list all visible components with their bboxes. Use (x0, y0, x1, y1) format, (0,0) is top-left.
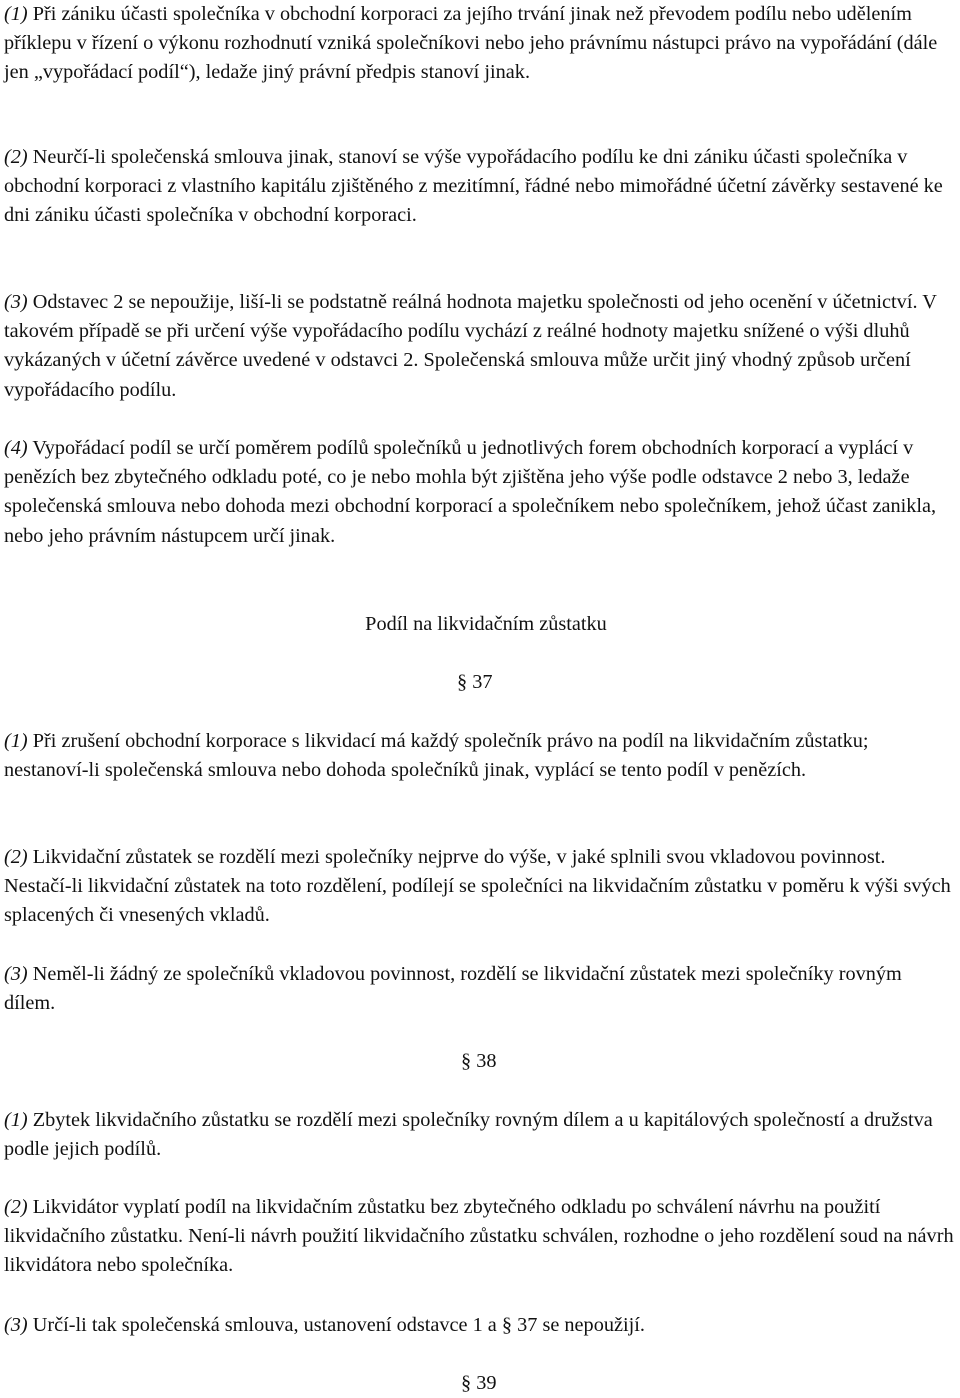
section-number-37: § 37 (457, 671, 493, 693)
section-heading: Podíl na likvidačním zůstatku (365, 613, 607, 635)
paragraph-a3 (4, 288, 958, 405)
section-number-39: § 39 (461, 1372, 497, 1394)
paragraph-text: Odstavec 2 se nepoužije, liší-li se podstatně reálná hodnota majetku společnosti od jeho ocenění v účetnictví. V takovém případě se při určení výše vypořádacího podílu vychází z reálné hodnoty majetku snížené o výši dluhů vykázaných v účetní závěrce uvedené v odstavci 2. Společenská smlouva může určit jiný vhodný způsob určení vypořádacího podílu. (4, 291, 937, 401)
paragraph-c2 (4, 1193, 958, 1281)
section-number-38: § 38 (461, 1050, 497, 1072)
paragraph-text: Neurčí-li společenská smlouva jinak, stanoví se výše vypořádacího podílu ke dni zániku účasti společníka v obchodní korporaci z vlastního kapitálu zjištěného z mezitímní, řádné nebo mimořádné účetní závěrky sestavené ke dni zániku účasti společníka v obchodní korporaci. (4, 146, 943, 227)
paragraph-text: Neměl-li žádný ze společníků vkladovou povinnost, rozdělí se likvidační zůstatek mezi společníky rovným dílem. (4, 963, 902, 1015)
paragraph-number: (2) (4, 146, 28, 168)
paragraph-text: Likvidátor vyplatí podíl na likvidačním zůstatku bez zbytečného odkladu po schválení návrhu na použití likvidačního zůstatku. Není-li návrh použití likvidačního zůstatku schválen, rozhodne o jeho rozdělení soud na návrh likvidátora nebo společníka. (4, 1196, 954, 1277)
paragraph-text: Při zániku účasti společníka v obchodní korporaci za jejího trvání jinak než převodem podílu nebo udělením příklepu v řízení o výkonu rozhodnutí vzniká společníkovi nebo jeho právnímu nástupci právo na vypořádání (dále jen „vypořádací podíl“), ledaže jiný právní předpis stanoví jinak. (4, 3, 938, 84)
paragraph-number: (2) (4, 1196, 28, 1218)
paragraph-a2 (4, 143, 958, 231)
paragraph-b3 (4, 960, 958, 1018)
paragraph-number: (3) (4, 963, 28, 985)
paragraph-number: (2) (4, 846, 28, 868)
paragraph-number: (1) (4, 3, 28, 25)
paragraph-number: (1) (4, 730, 28, 752)
paragraph-number: (3) (4, 291, 28, 313)
paragraph-a4 (4, 434, 958, 551)
paragraph-text: Likvidační zůstatek se rozdělí mezi společníky nejprve do výše, v jaké splnili svou vkladovou povinnost. Nestačí-li likvidační zůstatek na toto rozdělení, podílejí se společníci na likvidačním zůstatku v poměru k výši svých splacených či vnesených vkladů. (4, 846, 951, 927)
paragraph-text: Při zrušení obchodní korporace s likvidací má každý společník právo na podíl na likvidačním zůstatku; nestanoví-li společenská smlouva nebo dohoda společníků jinak, vyplácí se tento podíl v penězích. (4, 730, 869, 782)
paragraph-number: (4) (4, 437, 28, 459)
paragraph-c3 (4, 1311, 958, 1340)
paragraph-text: Zbytek likvidačního zůstatku se rozdělí mezi společníky rovným dílem a u kapitálových společností a družstva podle jejich podílů. (4, 1109, 933, 1161)
paragraph-c1 (4, 1106, 958, 1164)
paragraph-text: Určí-li tak společenská smlouva, ustanovení odstavce 1 a § 37 se nepoužijí. (27, 1314, 645, 1336)
paragraph-b1 (4, 727, 958, 785)
paragraph-b2 (4, 843, 958, 931)
paragraph-text: Vypořádací podíl se určí poměrem podílů společníků u jednotlivých forem obchodních korporací a vyplácí v penězích bez zbytečného odkladu poté, co je nebo mohla být zjištěna jeho výše podle odstavce 2 nebo 3, ledaže společenská smlouva nebo dohoda mezi obchodní korporací a společníkem nebo společníkem, jehož účast zanikla, nebo jeho právním nástupcem určí jinak. (4, 437, 937, 547)
paragraph-number: (1) (4, 1109, 28, 1131)
paragraph-number: (3) (4, 1314, 28, 1336)
paragraph-a1 (4, 0, 958, 88)
